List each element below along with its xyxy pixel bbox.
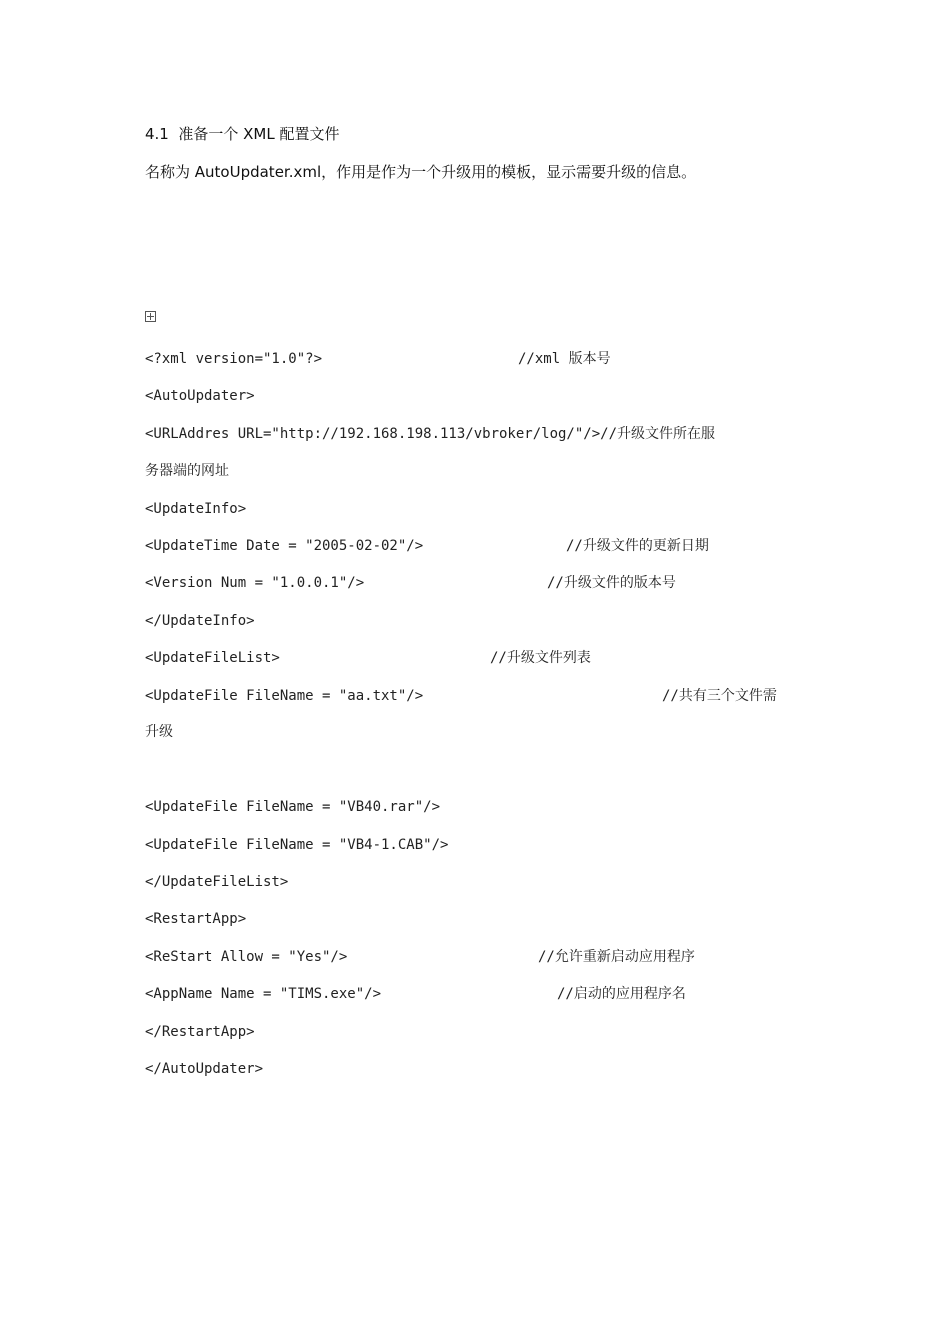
code-line-updatefilelist-close: </UpdateFileList> xyxy=(145,874,289,890)
intro-paragraph: 名称为 AutoUpdater.xml，作用是作为一个升级用的模板，显示需要升级的信息。 xyxy=(145,163,697,181)
code-line-updatefile-vb4-1: <UpdateFile FileName = "VB4-1.CAB"/> xyxy=(145,837,449,853)
code-line-updatefilelist-open: <UpdateFileList> xyxy=(145,650,280,666)
code-line-urladdres: <URLAddres URL="http://192.168.198.113/vbroker/log/"/>//升级文件所在服 xyxy=(145,426,716,442)
code-line-appname: <AppName Name = "TIMS.exe"/> xyxy=(145,986,382,1002)
code-line-updateinfo-close: </UpdateInfo> xyxy=(145,613,255,629)
code-line-three-files-wrap: 升级 xyxy=(145,724,173,740)
code-line-restart-allow: <ReStart Allow = "Yes"/> xyxy=(145,949,348,965)
code-comment-xml-version: //xml 版本号 xyxy=(518,351,611,367)
code-line-restartapp-open: <RestartApp> xyxy=(145,911,247,927)
section-heading: 4.1 准备一个 XML 配置文件 xyxy=(145,125,340,143)
code-comment-version: //升级文件的版本号 xyxy=(547,575,676,591)
code-comment-update-date: //升级文件的更新日期 xyxy=(566,538,709,554)
code-comment-three-files: //共有三个文件需 xyxy=(662,688,777,704)
code-line-updatetime: <UpdateTime Date = "2005-02-02"/> xyxy=(145,538,424,554)
code-line-autoupdater-close: </AutoUpdater> xyxy=(145,1061,264,1077)
expand-icon[interactable] xyxy=(145,311,156,322)
code-line-restartapp-close: </RestartApp> xyxy=(145,1024,255,1040)
code-comment-app-name: //启动的应用程序名 xyxy=(557,986,686,1002)
code-line-autoupdater-open: <AutoUpdater> xyxy=(145,388,255,404)
code-line-version: <Version Num = "1.0.0.1"/> xyxy=(145,575,365,591)
code-comment-allow-restart: //允许重新启动应用程序 xyxy=(538,949,695,965)
code-line-urladdres-wrap: 务器端的网址 xyxy=(145,463,229,479)
code-line-updateinfo-open: <UpdateInfo> xyxy=(145,501,247,517)
code-line-updatefile-vb40: <UpdateFile FileName = "VB40.rar"/> xyxy=(145,799,441,815)
code-line-updatefile-aa: <UpdateFile FileName = "aa.txt"/> xyxy=(145,688,424,704)
code-comment-file-list: //升级文件列表 xyxy=(490,650,591,666)
code-line-xml-decl: <?xml version="1.0"?> xyxy=(145,351,323,367)
